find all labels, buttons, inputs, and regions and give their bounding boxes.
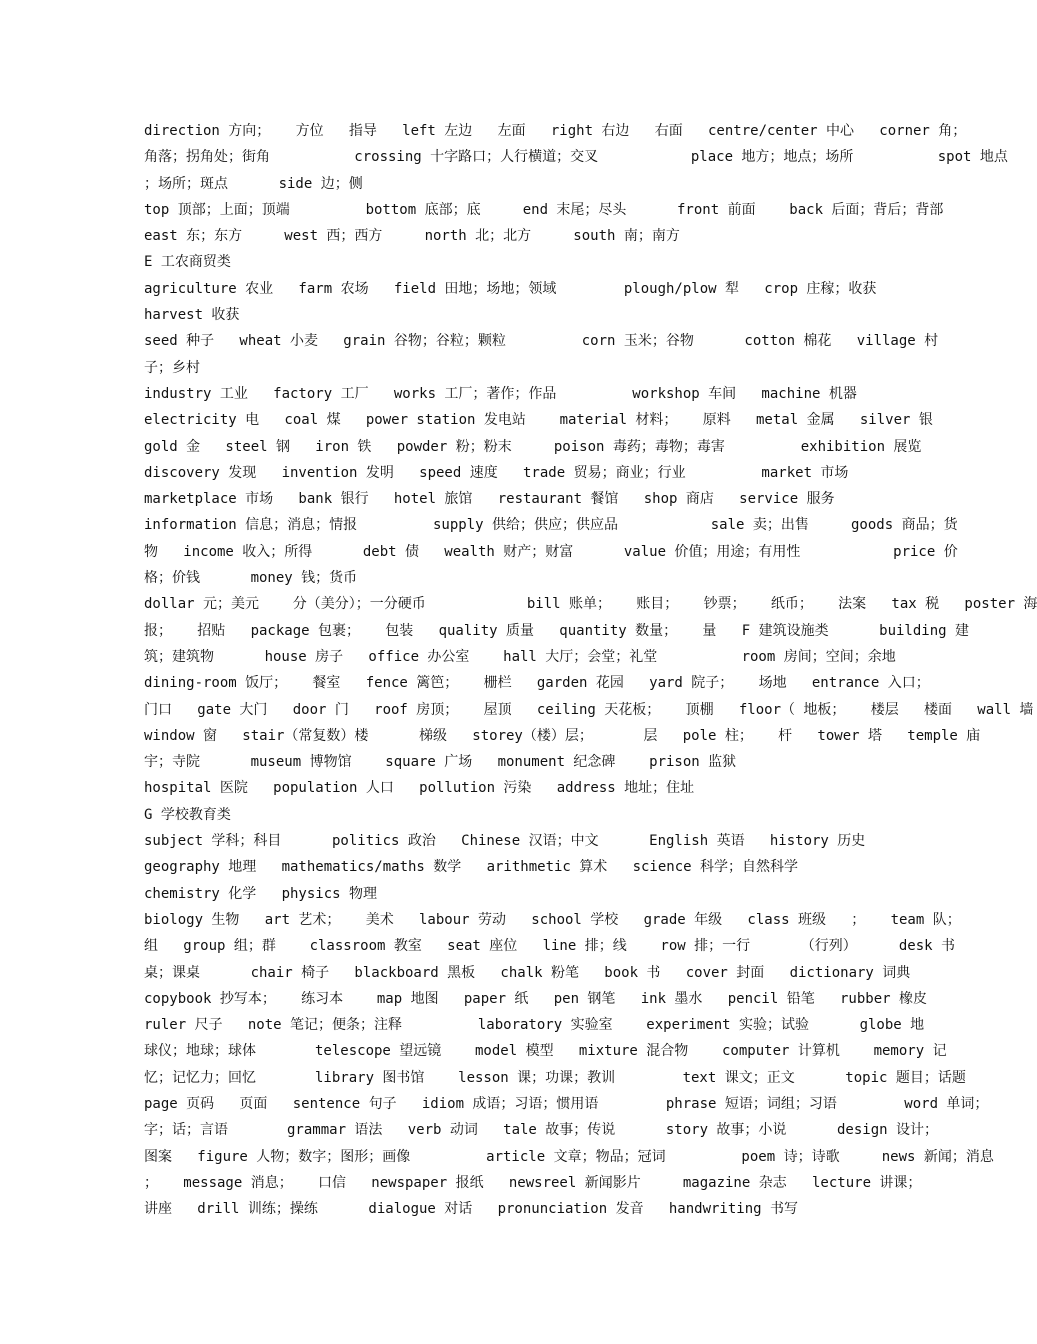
text-line: 桌；课桌 chair 椅子 blackboard 黑板 chalk 粉笔 book 书 cover 封面 dictionary 词典 xyxy=(144,964,911,981)
text-line xyxy=(144,1222,804,1248)
text-line: dining-room 饭厅； 餐室 fence 篱笆； 栅栏 garden 花园 yard 院子； 场地 entrance 入口； xyxy=(144,675,930,692)
text-line: subject 学科；科目 politics 政治 Chinese 汉语；中文 English 英语 history 历史 xyxy=(144,833,866,850)
text-line: geography 地理 mathematics/maths 数学 arithmetic 算术 science 科学；自然科学 xyxy=(144,859,799,876)
text-line: harvest 收获 xyxy=(144,307,240,324)
text-line: information 信息；消息；情报 supply 供给；供应；供应品 sale 卖；出售 goods 商品；货 xyxy=(144,517,958,534)
text-line: 讲座 drill 训练；操练 dialogue 对话 pronunciation 发音 handwriting 书写 xyxy=(144,1201,799,1218)
text-line: east 东；东方 west 西；西方 north 北；北方 south 南；南方 xyxy=(144,228,680,245)
text-line: 图案 figure 人物；数字；图形；画像 article 文章；物品；冠词 poem 诗；诗歌 news 新闻；消息 xyxy=(144,1148,994,1165)
text-line: gold 金 steel 钢 iron 铁 powder 粉；粉末 poison 毒药；毒物；毒害 exhibition 展览 xyxy=(144,438,922,455)
text-line: discovery 发现 invention 发明 speed 速度 trade 贸易；商业；行业 market 市场 xyxy=(144,464,849,481)
section-heading: E 工农商贸类 xyxy=(144,254,231,271)
text-line: direction 方向； 方位 指导 left 左边 左面 right 右边 右面 centre/center 中心 corner 角； xyxy=(144,123,967,139)
text-line: 物 income 收入；所得 debt 债 wealth 财产；财富 value 价值；用途；有用性 price 价 xyxy=(144,543,958,560)
text-line: electricity 电 coal 煤 power station 发电站 material 材料； 原料 metal 金属 silver 银 xyxy=(144,412,933,429)
vocabulary-page xyxy=(144,118,1037,1249)
text-line: 宇；寺院 museum 博物馆 square 广场 monument 纪念碑 prison 监狱 xyxy=(144,754,737,771)
text-line: 门口 gate 大门 door 门 roof 房顶； 屋顶 ceiling 天花板； 顶棚 floor（ 地板； 楼层 楼面 wall 墙 xyxy=(144,701,1034,718)
text-line: 字；话；言语 grammar 语法 verb 动词 tale 故事；传说 story 故事；小说 design 设计； xyxy=(144,1122,939,1139)
text-line: seed 种子 wheat 小麦 grain 谷物；谷粒；颗粒 corn 玉米；谷物 cotton 棉花 village 村 xyxy=(144,333,939,350)
text-line: hospital 医院 population 人口 pollution 污染 address 地址；住址 xyxy=(144,780,695,797)
text-line: marketplace 市场 bank 银行 hotel 旅馆 restaurant 餐馆 shop 商店 service 服务 xyxy=(144,491,835,508)
text-line: 格；价钱 money 钱；货币 xyxy=(144,570,358,587)
section-heading: G 学校教育类 xyxy=(144,806,231,823)
text-line: 子；乡村 xyxy=(144,359,200,376)
text-line: page 页码 页面 sentence 句子 idiom 成语；习语；惯用语 phrase 短语；词组；习语 word 单词； xyxy=(144,1095,989,1112)
text-line: window 窗 stair（常复数）楼 梯级 storey（楼）层； 层 pole 柱； 杆 tower 塔 temple 庙 xyxy=(144,727,981,744)
text-line: chemistry 化学 physics 物理 xyxy=(144,885,378,902)
text-line: top 顶部；上面；顶端 bottom 底部；底 end 末尾；尽头 front 前面 back 后面；背后；背部 xyxy=(144,201,944,218)
text-line: ruler 尺子 note 笔记；便条；注释 laboratory 实验室 experiment 实验；试验 globe 地 xyxy=(144,1017,925,1034)
text-line: dollar 元；美元 分（美分）；一分硬币 bill 账单； 账目； 钞票； 纸币； 法案 tax 税 poster 海 xyxy=(144,596,1037,613)
text-line: biology 生物 art 艺术； 美术 labour 劳动 school 学校 grade 年级 class 班级 ； team 队； xyxy=(144,911,961,928)
text-line: 角落；拐角处；街角 crossing 十字路口；人行横道；交叉 place 地方；地点；场所 spot 地点 xyxy=(144,149,1008,166)
text-line: industry 工业 factory 工厂 works 工厂；著作；作品 workshop 车间 machine 机器 xyxy=(144,385,857,402)
text-line: 报； 招贴 package 包裹； 包装 quality 质量 quantity 数量； 量 F 建筑设施类 building 建 xyxy=(144,622,970,639)
text-line: 忆；记忆力；回忆 library 图书馆 lesson 课；功课；教训 text 课文；正文 topic 题目；话题 xyxy=(144,1069,966,1086)
text-line: 组 group 组；群 classroom 教室 seat 座位 line 排；线 row 排；一行 （行列） desk 书 xyxy=(144,938,956,955)
text-line: 球仪；地球；球体 telescope 望远镜 model 模型 mixture 混合物 computer 计算机 memory 记 xyxy=(144,1043,947,1060)
text-line: ；场所；斑点 side 边；侧 xyxy=(144,175,363,192)
text-line: copybook 抄写本； 练习本 map 地图 paper 纸 pen 钢笔 ink 墨水 pencil 铅笔 rubber 橡皮 xyxy=(144,990,928,1007)
text-line: ； message 消息； 口信 newspaper 报纸 newsreel 新闻影片 magazine 杂志 lecture 讲课； xyxy=(144,1174,922,1191)
text-line: agriculture 农业 farm 农场 field 田地；场地；领域 plough/plow 犁 crop 庄稼；收获 xyxy=(144,280,877,297)
text-line: 筑；建筑物 house 房子 office 办公室 hall 大厅；会堂；礼堂 room 房间；空间；余地 xyxy=(144,648,896,665)
